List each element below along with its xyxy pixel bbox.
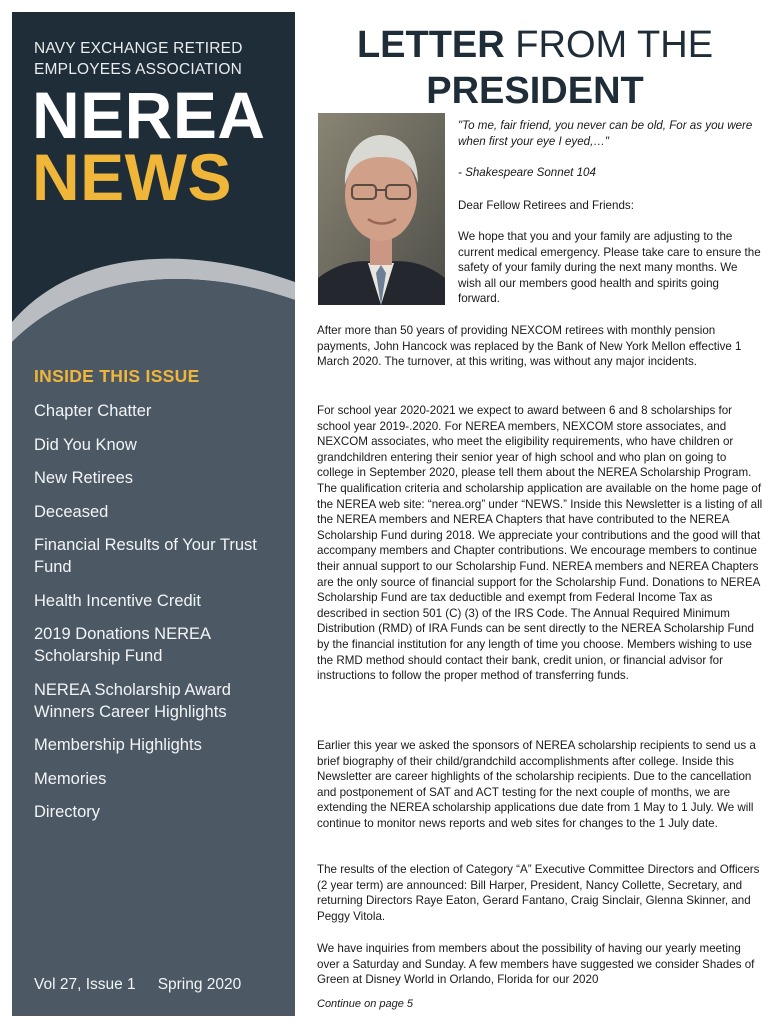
toc-item[interactable]: 2019 Donations NEREA Scholarship Fund	[34, 625, 211, 665]
toc-item[interactable]: Chapter Chatter	[34, 402, 152, 420]
toc-item[interactable]: Directory	[34, 803, 101, 821]
masthead-wave	[12, 242, 295, 352]
newsletter-title-news: NEWS	[32, 140, 232, 214]
association-name: NAVY EXCHANGE RETIRED EMPLOYEES ASSOCIATION	[34, 40, 243, 78]
season: Spring 2020	[157, 976, 242, 993]
toc-item[interactable]: Memories	[34, 769, 107, 788]
letter-greeting: Dear Fellow Retirees and Friends:	[458, 199, 634, 212]
toc-item[interactable]: Health Incentive Credit	[34, 591, 201, 610]
sidebar	[12, 12, 295, 1016]
title-bold-word: LETTER	[356, 24, 505, 66]
toc-item[interactable]: NEREA Scholarship Award Winners Career Highlights	[34, 680, 231, 721]
toc-item[interactable]: Financial Results of Your Trust Fund	[34, 536, 257, 576]
inside-this-issue-heading: INSIDE THIS ISSUE	[34, 366, 200, 386]
opening-quote: "To me, fair friend, you never can be old, For as you were when first your eye I eyed,…"	[458, 119, 753, 148]
newsletter-title-nerea: NEREA	[32, 78, 266, 152]
title-regular-words: FROM THE	[515, 24, 714, 66]
paragraph-pension: After more than 50 years of providing NEXCOM retirees with monthly pension payments, John Hancock was replaced by the Bank of New York Mellon effective 1 March 2020. The turnover, at this writing, was without any major incidents.	[317, 324, 742, 369]
volume-issue: Vol 27, Issue 1	[34, 976, 136, 993]
toc-item[interactable]: Membership Highlights	[34, 736, 202, 754]
intro-paragraph: We hope that you and your family are adjusting to the current medical emergency. Please take care to ensure the safety of your family during the next many months. We wish all our members good health and spirits going forward.	[458, 230, 761, 305]
quote-attribution: - Shakespeare Sonnet 104	[458, 166, 596, 179]
paragraph-election: The results of the election of Category “A” Executive Committee Directors and Officers (2 year term) are announced: Bill Harper, President, Nancy Collette, Secretary, and returning Directors Raye Eaton, Gerard Fantano, Craig Sinclair, Glenna Skinner, and Peggy Vitola.	[317, 863, 760, 923]
title-second-line: PRESIDENT	[426, 70, 644, 112]
paragraph-meeting: We have inquiries from members about the possibility of having our yearly meeting over a Saturday and Sunday. A few members have suggested we consider Shades of Green at Disney World in Orlando, Florida for our 2020	[317, 942, 755, 987]
continue-note: Continue on page 5	[317, 998, 414, 1010]
toc-item[interactable]: Did You Know	[34, 435, 137, 454]
toc-item[interactable]: Deceased	[34, 502, 109, 521]
issue-info	[34, 976, 241, 994]
article-title	[302, 22, 768, 114]
president-photo	[318, 113, 445, 305]
paragraph-biographies: Earlier this year we asked the sponsors of NEREA scholarship recipients to send us a brief biography of their child/grandchild accomplishments after college. Inside this Newsletter are career highlights of the scholarship recipients. Due to the cancellation and postponement of SAT and ACT testing for the next couple of months, we are extending the NEREA scholarship applications due date from 1 May to 1 July. We will continue to monitor news reports and web sites for changes to the 1 July date.	[317, 739, 756, 830]
toc-item[interactable]: New Retirees	[34, 469, 134, 487]
paragraph-scholarships: For school year 2020-2021 we expect to award between 6 and 8 scholarships for school year 2019-.2020. For NEREA members, NEXCOM store associates, and NEXCOM associates, who meet the eligibility requirements, who have children or grandchildren entering their senior year of high school and who plan on going to college in September 2020, please tell them about the NEREA Scholarship Program. The qualification criteria and scholarship application are available on the home page of the NEREA web site: “nerea.org” under “NEWS.” Inside this Newsletter is a listing of all the NEREA members and NEREA Chapters that have contributed to the NEREA Scholarship Fund during 2018. We appreciate your contributions and the good will that accompany members and Chapter contributions. We encourage members to continue their annual support to our Scholarship Fund. NEREA members and NEREA Chapters are the only source of financial support for the Scholarship Fund. Donations to NEREA Scholarship Fund are tax deductible and exempt from Federal Income Tax as described in section 501 (C) (3) of the IRS Code. The Annual Required Minimum Distribution (RMD) of IRA Funds can be sent directly to the NEREA Scholarship Fund by the financial institution for any length of time you choose. Members wishing to use the RMD method should contact their bank, credit union, or financial advisor for instructions to follow the proper method of transferring funds.	[317, 404, 763, 683]
table-of-contents	[34, 400, 284, 835]
